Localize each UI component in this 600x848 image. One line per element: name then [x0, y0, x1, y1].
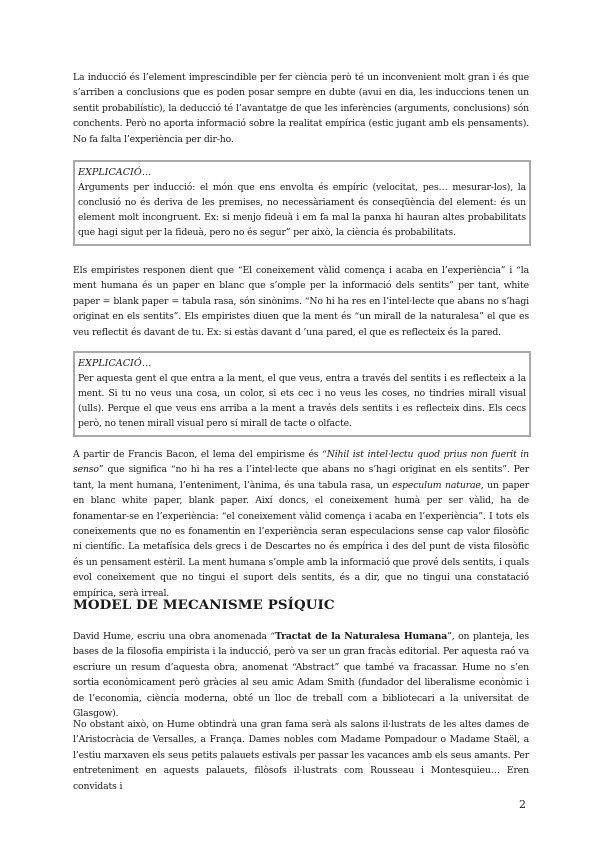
- explanation-text: Arguments per inducció: el món que ens envolta és empíric (velocitat, pes… mesurar-los), la conclusió no és deriva de les premises, no necessàriament és conseqüència del element: és un element molt incongruent. Ex: si menjo fideuà i em fa mal la panxa hi hauran altes probabilitats que hagi sigut per la fideuà, pero no és segur” per això, la ciència és probabilitats.: [78, 182, 526, 239]
- paragraph-bacon: [73, 447, 529, 601]
- text-run: , un paper en blanc white paper, blank paper. Així doncs, el coneixement humà per ser vàlid, ha de fonamentar-se en l’experiència: “el coneixement vàlid comença i acaba en l’experiència”. I tots els coneixements que no es fonamentin en l’experiència seran especulacions sense cap valor filosòfic ni científic. La metafísica dels grecs i de Descartes no és empírica i des del punt de vista filosòfic és un pensament estèril. La ment humana s’omple amb la informació que prové dels sentits, i quals evol coneixement que no tingui el suport dels sentits, és a dir, que no tingui una constatació empírica, serà irreal.: [73, 479, 529, 599]
- section-heading: MODEL DE MECANISME PSÍQUIC: [73, 597, 335, 613]
- latin-motto: Nihil ist intel·lectu quod prius non fuerit in senso: [73, 449, 530, 476]
- explanation-label: EXPLICACIÓ…: [78, 167, 152, 178]
- text-run: A partir de Francis Bacon, el lema del empirisme és “: [73, 449, 327, 460]
- text-run: ”, on planteja, les bases de la filosofia empirista i la inducció, però va ser un gran fracàs editorial. Per aquesta raó va escriure un resum d’aquesta obra, anomenat “Abstract” que també va fracassar. Hume no s’en sortia econòmicament però gràcies al seu amic Adam Smith (fundador del liberalisme econòmic i de l’economia, ciència moderna, obté un lloc de treball com a bibliotecari a la universitat de Glasgow).: [73, 631, 529, 720]
- text-run: ” que significa “no hi ha res a l’intel·lecte que abans no s’hagi originat en els sentits”. Per tant, la ment humana, l’enteniment, l’ànima, és una tabula rasa, un: [73, 464, 529, 491]
- explanation-text: Per aquesta gent el que entra a la ment, el que veus, entra a través del sentits i es reflecteix a la ment. Si tu no veus una cosa, un color, si ets cec i no veus les coses, no tindries mirall visual (ulls). Perque el que veus ens arriba a la ment a través dels sentits i es reflecteix dins. Els cecs però, no tenen mirall visual pero sí mirall de tacte o olfacte.: [78, 373, 526, 430]
- paragraph-empiricists: Els empiristes responen dient que “El coneixement vàlid comença i acaba en l’experiència” i “la ment humana és un paper en blanc que s’omple per la informació dels sentits” per tant, white paper = blank paper = tabula rasa, són sinònims. “No hi ha res en l’intel·lecte que abans no s’hagi originat en els sentits”. Els empiristes diuen que la ment és “un mirall de la naturalesa” el que es veu reflectit és davant de tu. Ex: si estàs davant d ’una pared, el que es reflecteix és la pared.: [73, 265, 529, 338]
- book-title: Tractat de la Naturalesa Humana: [275, 631, 448, 642]
- paragraph-hume: [73, 629, 529, 721]
- explanation-label: EXPLICACIÓ…: [78, 358, 152, 369]
- paragraph-induction: La inducció és l’element imprescindible per fer ciència però té un inconvenient molt gran i és que s’arriben a conclusions que es poden posar sempre en dubte (avui en dia, les induccions tenen un sentit probabilístic), la deducció té l’avantatge de que les inferències (arguments, conclusions) són conchents. Però no aporta informació sobre la realitat empírica (estic jugant amb els pensaments). No fa falta l’experiència per dir-ho.: [73, 72, 529, 145]
- explanation-box-2: [73, 351, 531, 437]
- explanation-box-1: [73, 160, 531, 246]
- page-number: 2: [519, 798, 526, 811]
- paragraph-versailles: No obstant això, on Hume obtindrà una gran fama serà als salons il·lustrats de les altes dames de l’Aristocràcia de Versalles, a França. Dames nobles com Madame Pompadour o Madame Staël, a l’estiu marxaven els seus petits palauets estivals per passar les vacances amb els seus amants. Per entreteniment en aquests palauets, filòsofs il·lustrats com Rousseau i Montesquieu… Eren convidats i: [73, 719, 529, 792]
- latin-term: especulum naturae: [392, 479, 481, 491]
- text-run: David Hume, escriu una obra anomenada “: [73, 631, 276, 642]
